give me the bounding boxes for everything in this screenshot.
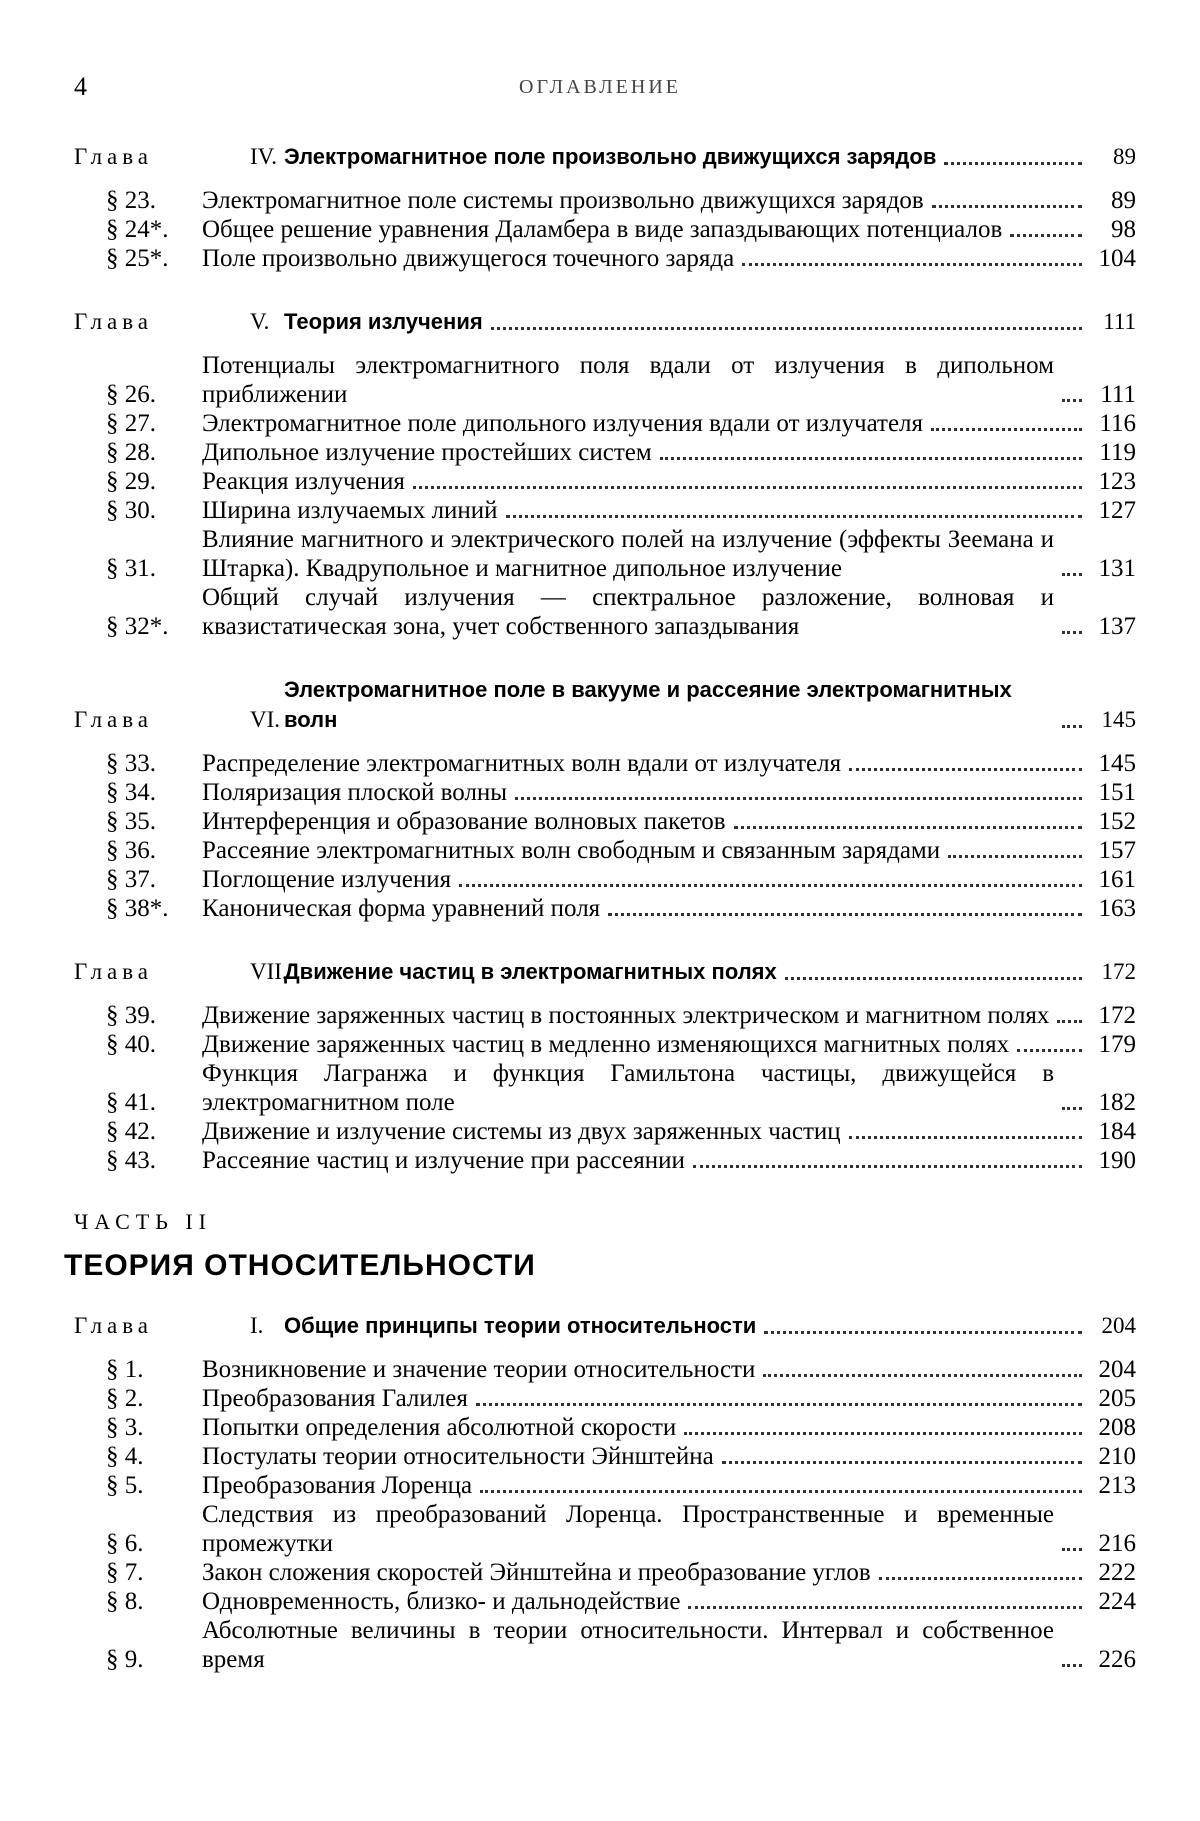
- section-body: [202, 351, 1090, 409]
- running-title: ОГЛАВЛЕНИЕ: [519, 76, 681, 98]
- chapter-body: [284, 142, 1090, 172]
- section-number: § 35.: [106, 808, 156, 835]
- section-number: § 40.: [106, 1031, 156, 1058]
- section-title: Поглощение излучения: [202, 866, 452, 893]
- section-number: § 42.: [106, 1118, 156, 1145]
- section-entry: [74, 1030, 1136, 1059]
- dot-leader: [948, 855, 1082, 858]
- section-entry: [74, 496, 1136, 525]
- dot-leader: [932, 205, 1082, 208]
- section-title: Преобразования Галилея: [202, 1385, 468, 1412]
- chapter-heading: [74, 142, 1136, 172]
- section-number: § 38*.: [106, 895, 169, 922]
- section-page: 222: [1098, 1559, 1136, 1586]
- chapter-number: VI.: [250, 707, 281, 732]
- section-page: 127: [1098, 497, 1136, 524]
- chapter-page: 89: [1113, 144, 1136, 169]
- section-page: 172: [1098, 1002, 1136, 1029]
- chapter-title: Теория излучения: [284, 309, 483, 334]
- dot-leader: [693, 1165, 1082, 1168]
- section-number: § 43.: [106, 1147, 156, 1174]
- section-entry: [74, 409, 1136, 438]
- section-body: [202, 1117, 1090, 1146]
- chapters-list: [74, 142, 1136, 1175]
- section-number: § 23.: [106, 187, 156, 214]
- section-body: [202, 244, 1090, 273]
- section-title: Движение и излучение системы из двух заряженных частиц: [202, 1118, 841, 1145]
- dot-leader: [476, 1403, 1082, 1406]
- chapter-block: [74, 142, 1136, 273]
- section-title: Ширина излучаемых линий: [202, 497, 498, 524]
- section-title: Каноническая форма уравнений поля: [202, 895, 601, 922]
- dot-leader: [1062, 399, 1082, 402]
- section-title: Рассеяние частиц и излучение при рассеянии: [202, 1147, 685, 1174]
- section-entry: [74, 438, 1136, 467]
- section-number: § 2.: [106, 1385, 144, 1412]
- dot-leader: [1062, 1107, 1082, 1110]
- section-page: 123: [1098, 468, 1136, 495]
- dot-leader: [608, 913, 1082, 916]
- section-number: § 8.: [106, 1588, 144, 1615]
- dot-leader: [1057, 1020, 1082, 1023]
- chapter-number: I.: [250, 1313, 264, 1338]
- section-entry: [74, 894, 1136, 923]
- section-page: 161: [1098, 866, 1136, 893]
- chapter-page: 172: [1101, 959, 1136, 984]
- dot-leader: [688, 1606, 1082, 1609]
- chapter-number: IV.: [250, 144, 278, 169]
- section-body: [202, 215, 1090, 244]
- section-number: § 26.: [106, 381, 156, 408]
- section-body: [202, 409, 1090, 438]
- section-entry: [74, 1384, 1136, 1413]
- section-title: Интерференция и образование волновых пакетов: [202, 808, 726, 835]
- section-page: 210: [1098, 1443, 1136, 1470]
- section-body: [202, 525, 1090, 583]
- section-title: Постулаты теории относительности Эйнштейна: [202, 1443, 714, 1470]
- section-entry: [74, 467, 1136, 496]
- chapter-title: Общие принципы теории относительности: [284, 1313, 757, 1338]
- chapter-body: [284, 675, 1090, 735]
- section-body: [202, 865, 1090, 894]
- section-title: Возникновение и значение теории относительности: [202, 1356, 756, 1383]
- section-page: 226: [1098, 1646, 1136, 1673]
- chapter-heading: [74, 957, 1136, 987]
- dot-leader: [1017, 1049, 1082, 1052]
- section-entry: [74, 778, 1136, 807]
- chapter-block: [74, 675, 1136, 923]
- section-entry: [74, 215, 1136, 244]
- section-body: [202, 438, 1090, 467]
- section-page: 111: [1100, 381, 1136, 408]
- section-body: [202, 894, 1090, 923]
- section-page: 184: [1098, 1118, 1136, 1145]
- section-body: [202, 1030, 1090, 1059]
- section-page: 151: [1098, 779, 1136, 806]
- section-page: 131: [1098, 555, 1136, 582]
- section-number: § 30.: [106, 497, 156, 524]
- dot-leader: [763, 1374, 1082, 1377]
- chapter-prefix: Глава: [74, 1313, 154, 1338]
- section-entry: [74, 1471, 1136, 1500]
- dot-leader: [1062, 573, 1082, 576]
- part-title: ТЕОРИЯ ОТНОСИТЕЛЬНОСТИ: [64, 1249, 536, 1282]
- section-body: [202, 1558, 1090, 1587]
- chapter-prefix: Глава: [74, 707, 154, 732]
- table-of-contents: [64, 142, 1136, 1708]
- section-page: 182: [1098, 1089, 1136, 1116]
- section-title: Общее решение уравнения Даламбера в виде запаздывающих потенциалов: [202, 216, 1003, 243]
- chapter-title: Движение частиц в электромагнитных полях: [284, 959, 777, 984]
- section-body: [202, 496, 1090, 525]
- section-number: § 25*.: [106, 245, 169, 272]
- section-number: § 1.: [106, 1356, 144, 1383]
- dot-leader: [734, 826, 1082, 829]
- chapter-heading: [74, 675, 1136, 735]
- section-title: Потенциалы электромагнитного поля вдали от излучения в дипольном приближении: [202, 352, 1054, 408]
- section-title: Движение заряженных частиц в медленно изменяющихся магнитных полях: [202, 1031, 1010, 1058]
- chapter-heading: [74, 307, 1136, 337]
- chapter-page: 204: [1101, 1313, 1136, 1338]
- chapter-prefix: Глава: [74, 144, 154, 169]
- dot-leader: [1062, 725, 1082, 728]
- section-body: [202, 1355, 1090, 1384]
- section-body: [202, 1587, 1090, 1616]
- section-title: Попытки определения абсолютной скорости: [202, 1414, 677, 1441]
- section-number: § 34.: [106, 779, 156, 806]
- dot-leader: [1062, 1664, 1082, 1667]
- section-number: § 3.: [106, 1414, 144, 1441]
- section-body: [202, 1413, 1090, 1442]
- page-number: 4: [74, 72, 87, 101]
- section-body: [202, 807, 1090, 836]
- chapter-page: 145: [1101, 707, 1136, 732]
- dot-leader: [459, 884, 1082, 887]
- section-number: § 5.: [106, 1472, 144, 1499]
- chapter-block: [74, 1311, 1136, 1674]
- dot-leader: [491, 327, 1082, 330]
- section-title: Общий случай излучения — спектральное разложение, волновая и квазистатическая зона, учет собственного запаздывания: [202, 584, 1054, 640]
- part-chapter: [74, 1311, 1136, 1674]
- section-entry: [74, 865, 1136, 894]
- dot-leader: [931, 428, 1082, 431]
- section-entry: [74, 749, 1136, 778]
- section-page: 163: [1098, 895, 1136, 922]
- section-page: 104: [1098, 245, 1136, 272]
- section-entry: [74, 1442, 1136, 1471]
- section-title: Распределение электромагнитных волн вдали от излучателя: [202, 750, 842, 777]
- section-page: 224: [1098, 1588, 1136, 1615]
- chapter-title: Электромагнитное поле в вакууме и рассеяние электромагнитных волн: [284, 677, 1012, 732]
- section-page: 208: [1098, 1414, 1136, 1441]
- section-entry: [74, 1001, 1136, 1030]
- section-title: Следствия из преобразований Лоренца. Пространственные и временные промежутки: [202, 1501, 1054, 1557]
- section-entry: [74, 1059, 1136, 1117]
- section-page: 205: [1098, 1385, 1136, 1412]
- section-body: [202, 467, 1090, 496]
- section-body: [202, 186, 1090, 215]
- chapter-number: V.: [250, 309, 270, 334]
- section-body: [202, 1442, 1090, 1471]
- chapter-prefix: Глава: [74, 959, 154, 984]
- section-page: 119: [1099, 439, 1136, 466]
- section-title: Влияние магнитного и электрического полей на излучение (эффекты Зеемана и Штарка). Квадрупольное и магнитное дипольное излучение: [202, 526, 1054, 582]
- section-entry: [74, 1616, 1136, 1674]
- section-entry: [74, 186, 1136, 215]
- section-page: 137: [1098, 613, 1136, 640]
- section-number: § 31.: [106, 555, 156, 582]
- section-title: Поле произвольно движущегося точечного заряда: [202, 245, 735, 272]
- section-body: [202, 1059, 1090, 1117]
- section-page: 89: [1111, 187, 1136, 214]
- section-page: 116: [1099, 410, 1136, 437]
- section-page: 204: [1098, 1356, 1136, 1383]
- section-body: [202, 1384, 1090, 1413]
- section-page: 157: [1098, 837, 1136, 864]
- section-page: 213: [1098, 1472, 1136, 1499]
- chapter-block: [74, 307, 1136, 641]
- dot-leader: [849, 768, 1082, 771]
- chapter-block: [74, 957, 1136, 1175]
- dot-leader: [684, 1432, 1082, 1435]
- section-entry: [74, 1355, 1136, 1384]
- section-number: § 32*.: [106, 613, 169, 640]
- chapter-title: Электромагнитное поле произвольно движущихся зарядов: [284, 144, 937, 169]
- dot-leader: [480, 1490, 1082, 1493]
- section-title: Электромагнитное поле системы произвольно движущихся зарядов: [202, 187, 924, 214]
- dot-leader: [413, 486, 1082, 489]
- section-page: 190: [1098, 1147, 1136, 1174]
- section-number: § 41.: [106, 1089, 156, 1116]
- section-entry: [74, 1500, 1136, 1558]
- chapter-number: VII.: [250, 959, 288, 984]
- section-entry: [74, 1413, 1136, 1442]
- section-body: [202, 836, 1090, 865]
- section-title: Движение заряженных частиц в постоянных электрическом и магнитном полях: [202, 1002, 1050, 1029]
- section-title: Закон сложения скоростей Эйнштейна и преобразование углов: [202, 1559, 871, 1586]
- dot-leader: [785, 977, 1082, 980]
- section-title: Рассеяние электромагнитных волн свободным и связанным зарядами: [202, 837, 941, 864]
- section-entry: [74, 244, 1136, 273]
- chapter-body: [284, 1311, 1090, 1341]
- section-title: Преобразования Лоренца: [202, 1472, 473, 1499]
- section-page: 145: [1098, 750, 1136, 777]
- dot-leader: [515, 797, 1082, 800]
- dot-leader: [879, 1577, 1082, 1580]
- section-body: [202, 1616, 1090, 1674]
- dot-leader: [1062, 1548, 1082, 1551]
- dot-leader: [849, 1136, 1082, 1139]
- section-entry: [74, 525, 1136, 583]
- section-number: § 6.: [106, 1530, 144, 1557]
- section-entry: [74, 1558, 1136, 1587]
- dot-leader: [506, 515, 1082, 518]
- section-number: § 36.: [106, 837, 156, 864]
- section-body: [202, 583, 1090, 641]
- section-title: Электромагнитное поле дипольного излучения вдали от излучателя: [202, 410, 924, 437]
- section-title: Одновременность, близко- и дальнодействие: [202, 1588, 681, 1615]
- section-number: § 28.: [106, 439, 156, 466]
- dot-leader: [764, 1331, 1082, 1334]
- section-number: § 9.: [106, 1646, 144, 1673]
- dot-leader: [722, 1461, 1082, 1464]
- dot-leader: [742, 263, 1082, 266]
- dot-leader: [660, 457, 1082, 460]
- part-label: ЧАСТЬ II: [74, 1209, 212, 1234]
- dot-leader: [1010, 234, 1082, 237]
- section-entry: [74, 807, 1136, 836]
- section-entry: [74, 1117, 1136, 1146]
- section-body: [202, 1146, 1090, 1175]
- section-body: [202, 1001, 1090, 1030]
- dot-leader: [1062, 631, 1082, 634]
- chapter-heading: [74, 1311, 1136, 1341]
- section-entry: [74, 1587, 1136, 1616]
- section-number: § 24*.: [106, 216, 169, 243]
- chapter-prefix: Глава: [74, 309, 154, 334]
- section-page: 152: [1098, 808, 1136, 835]
- section-body: [202, 1471, 1090, 1500]
- section-number: § 27.: [106, 410, 156, 437]
- chapter-body: [284, 307, 1090, 337]
- section-title: Дипольное излучение простейших систем: [202, 439, 652, 466]
- chapter-page: 111: [1103, 309, 1136, 334]
- section-number: § 39.: [106, 1002, 156, 1029]
- section-body: [202, 778, 1090, 807]
- section-entry: [74, 836, 1136, 865]
- section-title: Абсолютные величины в теории относительности. Интервал и собственное время: [202, 1617, 1054, 1673]
- section-page: 179: [1098, 1031, 1136, 1058]
- section-title: Функция Лагранжа и функция Гамильтона частицы, движущейся в электромагнитном поле: [202, 1060, 1054, 1116]
- section-number: § 7.: [106, 1559, 144, 1586]
- chapter-body: [284, 957, 1090, 987]
- section-body: [202, 1500, 1090, 1558]
- section-page: 98: [1111, 216, 1136, 243]
- section-title: Поляризация плоской волны: [202, 779, 508, 806]
- section-number: § 29.: [106, 468, 156, 495]
- section-entry: [74, 351, 1136, 409]
- section-page: 216: [1098, 1530, 1136, 1557]
- section-number: § 37.: [106, 866, 156, 893]
- section-body: [202, 749, 1090, 778]
- section-number: § 33.: [106, 750, 156, 777]
- page-header: [62, 72, 1138, 112]
- dot-leader: [944, 162, 1082, 165]
- section-entry: [74, 583, 1136, 641]
- section-number: § 4.: [106, 1443, 144, 1470]
- section-entry: [74, 1146, 1136, 1175]
- section-title: Реакция излучения: [202, 468, 405, 495]
